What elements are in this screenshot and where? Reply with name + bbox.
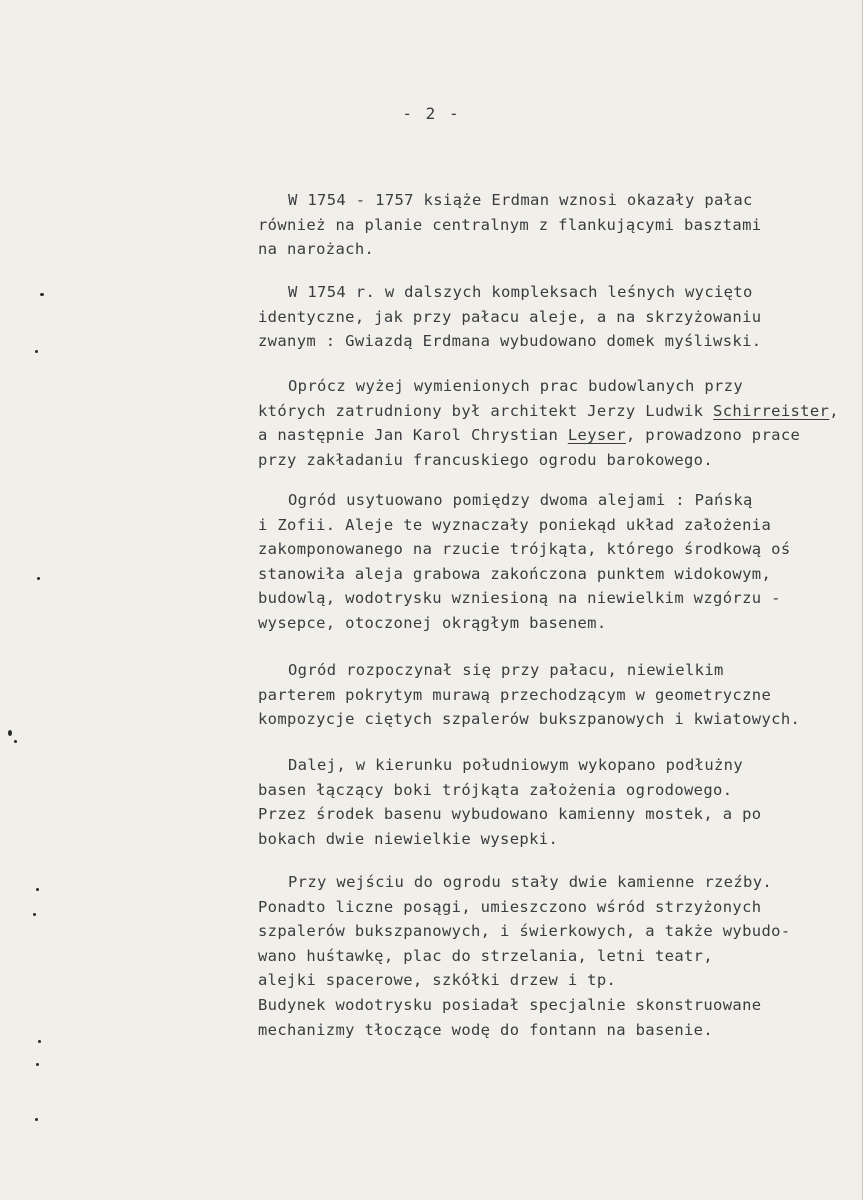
text-line: W 1754 - 1757 książe Erdman wznosi okazały pałac: [288, 191, 753, 209]
text-line: Oprócz wyżej wymienionych prac budowlanych przy: [288, 377, 744, 395]
text-line: identyczne, jak przy pałacu aleje, a na skrzyżowaniu: [258, 307, 762, 326]
text-line: alejki spacerowe, szkółki drzew i tp.: [258, 971, 617, 990]
text-line: Ogród rozpoczynał się przy pałacu, niewielkim: [288, 661, 724, 679]
text-line: również na planie centralnym z flankującymi basztami: [258, 215, 762, 234]
text-line: Ponadto liczne posągi, umieszczono wśród strzyżonych: [258, 897, 762, 916]
text-line: parterem pokrytym murawą przechodzącym w geometryczne: [258, 685, 772, 704]
margin-speck: [8, 730, 12, 736]
text-run: których zatrudniony był architekt Jerzy Ludwik: [258, 401, 714, 420]
text-line: Budynek wodotrysku posiadał specjalnie skonstruowane: [258, 996, 762, 1014]
text-run: ,: [829, 401, 839, 420]
underlined-name: Leyser: [567, 426, 626, 445]
text-line: przy zakładaniu francuskiego ogrodu barokowego.: [258, 450, 714, 469]
margin-speck: [35, 1118, 38, 1121]
margin-speck: [33, 913, 36, 916]
margin-speck: [35, 350, 38, 353]
text-line: zwanym : Gwiazdą Erdmana wybudowano domek myśliwski.: [258, 332, 762, 351]
text-line: budowlą, wodotrysku wzniesioną na niewielkim wzgórzu -: [258, 589, 781, 608]
text-line: szpalerów bukszpanowych, i świerkowych, a także wybudo-: [258, 922, 791, 941]
text-line: Dalej, w kierunku południowym wykopano podłużny: [288, 756, 744, 774]
text-line: W 1754 r. w dalszych kompleksach leśnych wycięto: [288, 283, 753, 301]
text-line: Przez środek basenu wybudowano kamienny mostek, a po: [258, 805, 762, 824]
margin-speck: [36, 1063, 39, 1066]
text-line: bokach dwie niewielkie wysepki.: [258, 829, 559, 848]
text-line: Ogród usytuowano pomiędzy dwoma alejami : Pańską: [288, 491, 753, 509]
text-line: wano huśtawkę, plac do strzelania, letni teatr,: [258, 946, 714, 965]
text-line: zakomponowanego na rzucie trójkąta, którego środkową oś: [258, 540, 791, 559]
page-number: - 2 -: [402, 104, 461, 123]
text-run: a następnie Jan Karol Chrystian: [258, 426, 568, 445]
text-line: na narożach.: [258, 240, 375, 259]
text-line: basen łączący boki trójkąta założenia ogrodowego.: [258, 780, 733, 799]
margin-speck: [38, 1040, 41, 1043]
text-line: [258, 402, 839, 420]
text-line: stanowiła aleja grabowa zakończona punktem widokowym,: [258, 564, 772, 583]
text-line: i Zofii. Aleje te wyznaczały poniekąd układ założenia: [258, 515, 772, 534]
text-line: Przy wejściu do ogrodu stały dwie kamienne rzeźby.: [288, 873, 773, 891]
text-line: wysepce, otoczonej okrągłym basenem.: [258, 614, 607, 632]
margin-speck: [40, 293, 44, 296]
underlined-name: Schirreister: [713, 401, 830, 420]
margin-speck: [14, 740, 17, 743]
text-line: [258, 426, 800, 444]
margin-speck: [36, 888, 39, 891]
text-line: mechanizmy tłoczące wodę do fontann na basenie.: [258, 1020, 714, 1039]
margin-speck: [37, 577, 40, 580]
text-run: , prowadzono prace: [625, 426, 801, 445]
text-line: kompozycje ciętych szpalerów bukszpanowych i kwiatowych.: [258, 710, 801, 729]
